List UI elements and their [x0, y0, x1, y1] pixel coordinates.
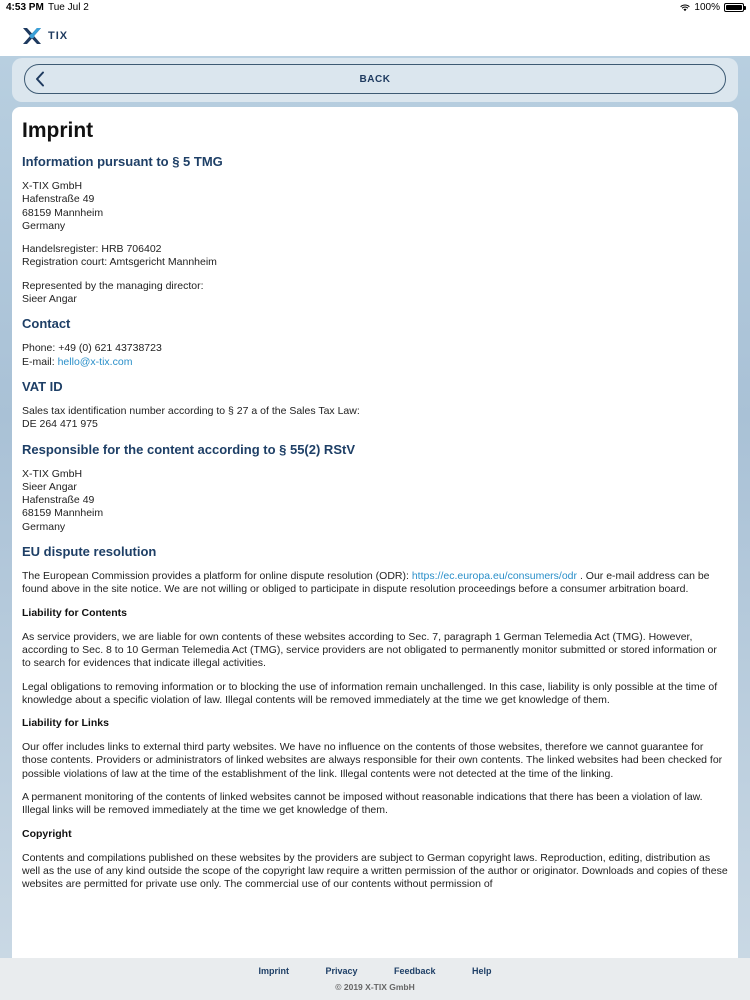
director-line: Represented by the managing director: [22, 279, 204, 292]
eu-text-after: . Our e-mail address can be found above in the site notice. We are not willing or obliged to participate in dispute resolution proceedings before a consumer arbitration board. [22, 570, 710, 596]
eu-heading: EU dispute resolution [22, 544, 157, 560]
address-line: X-TIX GmbH [22, 180, 83, 192]
director-line: Sieer Angar [22, 293, 77, 306]
footer-link-help[interactable]: Help [472, 966, 492, 976]
liability-links-p1: Our offer includes links to external third party websites. We have no influence on the contents of those websites, therefore we cannot guarantee for those contents. Providers or administrators of linked websites are always responsible for their own contents. The linked websites had been checked for possible violations of law at the time of the establishment of the link. Illegal contents were not detected at the time of the linking. [22, 741, 723, 780]
status-right [680, 2, 744, 13]
footer-link-privacy[interactable]: Privacy [325, 966, 358, 976]
x-logo-icon [20, 24, 44, 48]
app-header [0, 16, 750, 56]
copyright-p1: Contents and compilations published on these websites by the providers are subject to German copyright laws. Reproduction, editing, distribution as well as the use of any kind outside the scope of the copyright law require a written permission of the author or originator. Downloads and copies of these websites are permitted for private use only. The commercial use of our contents without permission of [22, 851, 728, 891]
company-address [22, 180, 728, 233]
copyright-heading: Copyright [22, 827, 72, 840]
register-info [22, 243, 728, 270]
back-bar [12, 58, 738, 102]
contact-heading: Contact [22, 316, 71, 332]
imprint-content [12, 107, 738, 892]
logo-text: TIX [48, 30, 69, 42]
email-link[interactable]: hello@x-tix.com [57, 355, 133, 368]
page-title: Imprint [22, 119, 94, 142]
battery-percent: 100% [694, 2, 720, 13]
responsible-line: 68159 Mannheim [22, 507, 104, 520]
liability-contents-p1: As service providers, we are liable for own contents of these websites according to Sec. 7, paragraph 1 German Telemedia Act (TMG). However, according to Sec. 8 to 10 German Telemedia Act (TMG), service providers are not obligated to permanently monitor submitted or stored information or to search for evidences that indicate illegal activities. [22, 630, 717, 670]
status-bar [0, 0, 750, 16]
responsible-line: Germany [22, 520, 66, 533]
wifi-icon [680, 4, 690, 12]
imprint-card [12, 107, 738, 1000]
eu-text [22, 570, 728, 597]
tmg-heading: Information pursuant to § 5 TMG [22, 154, 223, 169]
footer [0, 958, 750, 1000]
responsible-line: Hafenstraße 49 [22, 494, 95, 507]
vat-info [22, 405, 728, 432]
address-line: 68159 Mannheim [22, 206, 104, 219]
responsible-line: Sieer Angar [22, 480, 77, 493]
contact-info [22, 342, 728, 369]
footer-link-feedback[interactable]: Feedback [394, 966, 436, 976]
battery-icon [724, 3, 744, 12]
responsible-info [22, 468, 728, 534]
liability-links-heading: Liability for Links [22, 717, 109, 730]
phone-text: Phone: +49 (0) 621 43738723 [22, 342, 162, 355]
register-line: Registration court: Amtsgericht Mannheim [22, 256, 217, 269]
vat-line: DE 264 471 975 [22, 418, 98, 431]
odr-link[interactable]: https://ec.europa.eu/consumers/odr [411, 570, 578, 583]
footer-link-imprint[interactable]: Imprint [258, 966, 289, 976]
liability-contents-p2: Legal obligations to removing information or to blocking the use of information remain unchallenged. In this case, liability is only possible at the time of knowledge about a specific violation of law. Illegal contents will be removed immediately at the time we get knowledge of them. [22, 680, 718, 706]
email-label: E-mail: [22, 355, 58, 368]
register-line: Handelsregister: HRB 706402 [22, 243, 162, 256]
liability-links-p2: A permanent monitoring of the contents of linked websites cannot be imposed without reasonable indications that there has been a violation of law. Illegal links will be removed immediately at the time we get knowledge of them. [22, 791, 703, 817]
address-line: Hafenstraße 49 [22, 193, 95, 206]
status-date: Tue Jul 2 [48, 2, 89, 13]
liability-contents-heading: Liability for Contents [22, 606, 127, 619]
status-time: 4:53 PM [6, 2, 44, 13]
responsible-heading: Responsible for the content according to § 55(2) RStV [22, 441, 355, 457]
back-label: BACK [359, 73, 391, 85]
main-area [0, 56, 750, 958]
chevron-left-icon [35, 71, 45, 87]
back-button[interactable] [24, 64, 726, 94]
address-line: Germany [22, 219, 66, 232]
director-info [22, 280, 728, 307]
vat-line: Sales tax identification number according to § 27 a of the Sales Tax Law: [22, 404, 360, 417]
eu-text-before: The European Commission provides a platform for online dispute resolution (ODR): [22, 570, 412, 583]
responsible-line: X-TIX GmbH [22, 467, 83, 480]
logo[interactable] [20, 24, 68, 48]
copyright-text: © 2019 X-TIX GmbH [335, 982, 415, 992]
footer-links [0, 966, 750, 976]
vat-heading: VAT ID [22, 378, 63, 394]
